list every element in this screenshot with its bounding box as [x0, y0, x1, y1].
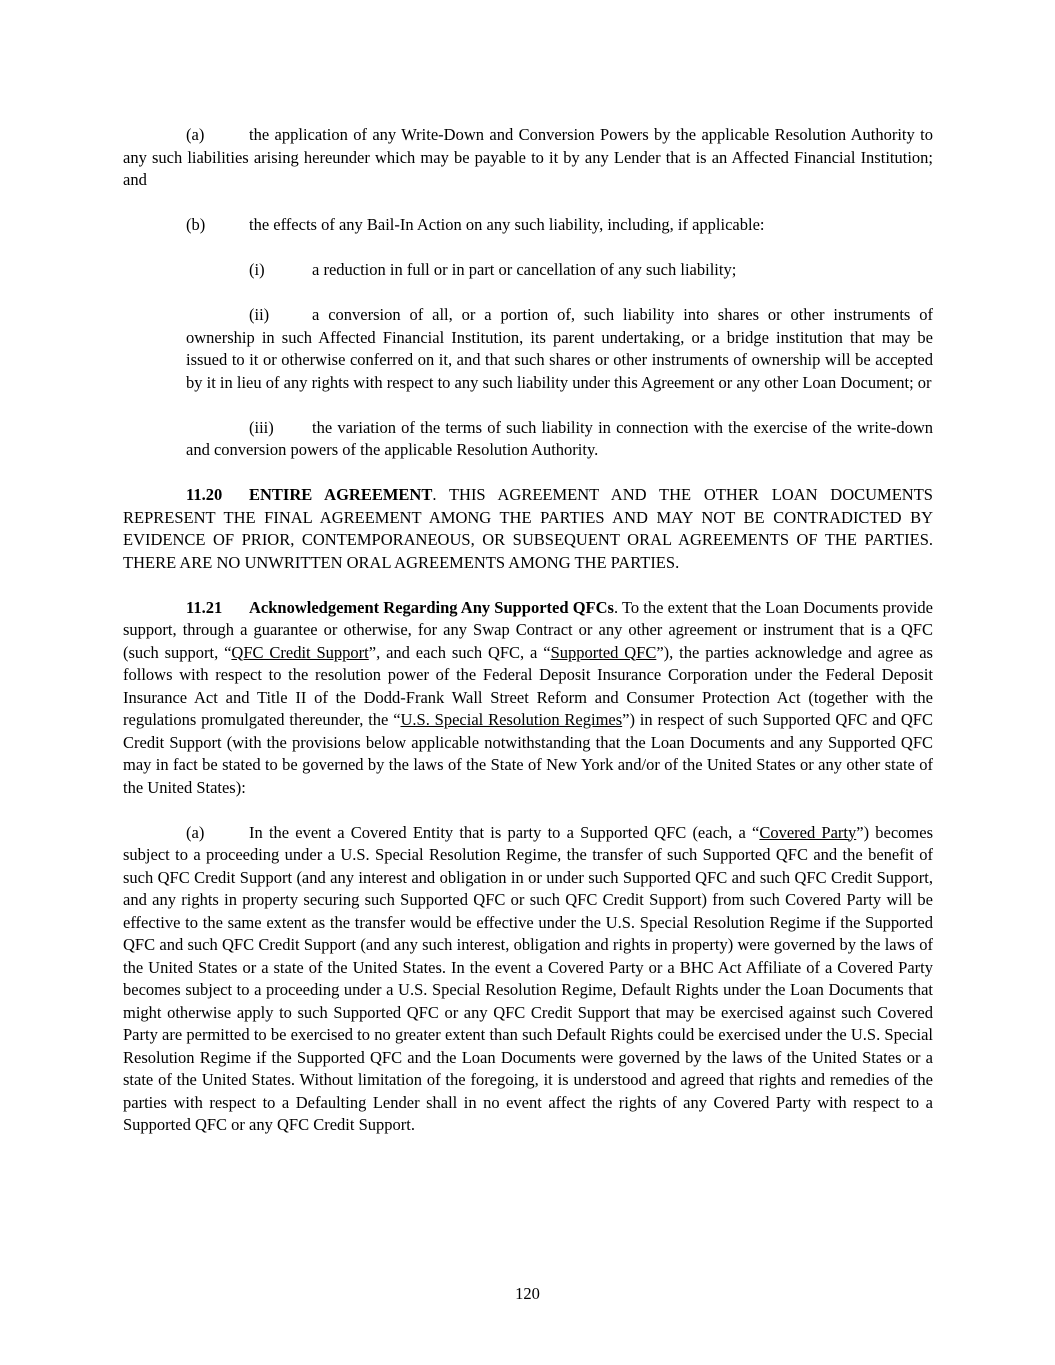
item-iii-variation	[186, 417, 933, 462]
defined-term: Covered Party	[759, 822, 857, 842]
paragraph-label: (a)	[186, 822, 205, 842]
document-body	[123, 124, 933, 1159]
paragraph-label: (a)	[186, 125, 205, 144]
heading-run: ENTIRE AGREEMENT	[249, 485, 433, 504]
clause-b-bail-in	[123, 214, 933, 237]
text-run: the effects of any Bail-In Action on any such liability, including, if applicable:	[249, 215, 765, 234]
text-run: ”), the parties acknowledge and agree as follows with respect to the resolution power of the Federal Deposit Insurance Corporation under the Federal Deposit Insurance Act and Title II of the Dodd-Frank Wall Street Reform and Consumer Protection Act (together with the regulations promulgated thereunder, the “	[123, 642, 933, 729]
text-run: ”) becomes subject to a proceeding under a U.S. Special Resolution Regime, the transfer of such Supported QFC and the benefit of such QFC Credit Support (and any interest and obligation in or under such Supported QFC and such QFC Credit Support, and any rights in property securing such Supported QFC or such QFC Credit Support) from such Covered Party will be effective to the same extent as the transfer would be effective under the U.S. Special Resolution Regime if the Supported QFC and such QFC Credit Support (and any such interest, obligation and rights in property) were governed by the laws of the United States or a state of the United States. In the event a Covered Party or a BHC Act Affiliate of a Covered Party becomes subject to a proceeding under a U.S. Special Resolution Regime, Default Rights under the Loan Documents that might otherwise apply to such Supported QFC or any QFC Credit Support that may be exercised against such Covered Party are permitted to be exercised to no greater extent than such Default Rights could be exercised under the U.S. Special Resolution Regime if the Supported QFC and the Loan Documents were governed by the laws of the United States or a state of the United States. Without limitation of the foregoing, it is understood and agreed that rights and remedies of the parties with respect to a Defaulting Lender shall in no event affect the rights of any Covered Party with respect to a Supported QFC or any QFC Credit Support.	[123, 822, 933, 1134]
text-run: a conversion of all, or a portion of, such liability into shares or other instruments of ownership in such Affected Financial Institution, its parent undertaking, or a bridge institution that may be issued to it or otherwise conferred on it, and that such shares or other instruments of ownership will be accepted by it in lieu of any rights with respect to any such liability under this Agreement or any other Loan Document; or	[186, 305, 933, 392]
paragraph-label: (b)	[186, 215, 206, 234]
text-run: In the event a Covered Entity that is party to a Supported QFC (each, a “	[249, 822, 760, 842]
paragraph-label: (iii)	[249, 417, 274, 437]
page-number: 120	[515, 1283, 540, 1303]
paragraph-label: (i)	[249, 260, 265, 279]
text-run: . To the extent that the Loan Documents provide support, through a guarantee or otherwise, for any Swap Contract or any other agreement or instrument that is a QFC (such support, “	[123, 597, 933, 662]
clause-a-covered-party	[123, 822, 933, 1137]
text-run: ”, and each such QFC, a “	[368, 642, 551, 662]
defined-term: QFC Credit Support	[231, 642, 369, 662]
item-ii-conversion	[186, 304, 933, 394]
section-11-21-acknowledgement-qfc	[123, 597, 933, 800]
defined-term: U.S. Special Resolution Regimes	[400, 710, 623, 729]
section-11-20-entire-agreement	[123, 484, 933, 574]
paragraph-label: (ii)	[249, 305, 270, 324]
text-run: a reduction in full or in part or cancellation of any such liability;	[312, 260, 737, 279]
text-run: . THIS AGREEMENT AND THE OTHER LOAN DOCUMENTS REPRESENT THE FINAL AGREEMENT AMONG THE PARTIES AND MAY NOT BE CONTRADICTED BY EVIDENCE OF PRIOR, CONTEMPORANEOUS, OR SUBSEQUENT ORAL AGREEMENTS OF THE PARTIES. THERE ARE NO UNWRITTEN ORAL AGREEMENTS AMONG THE PARTIES.	[123, 485, 933, 572]
heading-run: Acknowledgement Regarding Any Supported QFCs	[249, 597, 614, 617]
text-run: ”) in respect of such Supported QFC and QFC Credit Support (with the provisions below applicable notwithstanding that the Loan Documents and any Supported QFC may in fact be stated to be governed by the laws of the State of New York and/or of the United States or any other state of the United States):	[123, 710, 933, 797]
clause-a-writedown	[123, 124, 933, 192]
defined-term: Supported QFC	[550, 642, 657, 662]
text-run: the variation of the terms of such liability in connection with the exercise of the write-down and conversion powers of the applicable Resolution Authority.	[186, 417, 933, 459]
text-run: the application of any Write-Down and Conversion Powers by the applicable Resolution Authority to any such liabilities arising hereunder which may be payable to it by any Lender that is an Affected Financial Institution; and	[123, 125, 933, 189]
paragraph-label: 11.20	[186, 485, 223, 504]
paragraph-label: 11.21	[186, 597, 223, 617]
item-i-reduction	[186, 259, 933, 282]
